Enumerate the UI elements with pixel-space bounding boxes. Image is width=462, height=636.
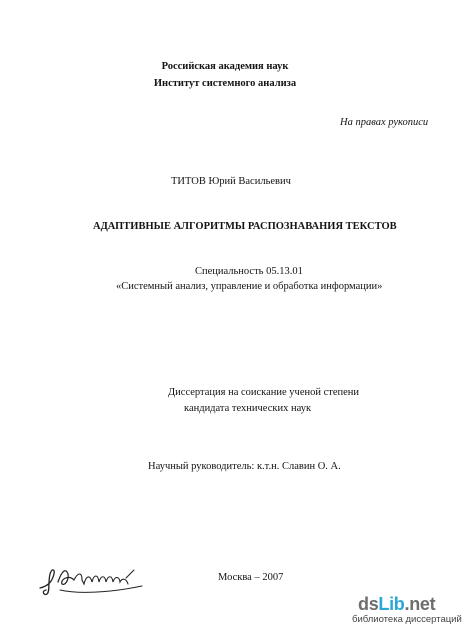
academy-name: Российская академия наук xyxy=(161,61,289,72)
rights-note: На правах рукописи xyxy=(340,117,429,128)
institute-name: Институт системного анализа xyxy=(153,78,297,89)
handwritten-signature xyxy=(38,560,168,600)
supervisor: Научный руководитель: к.т.н. Славин О. А. xyxy=(148,461,341,472)
place-year: Москва – 2007 xyxy=(218,572,284,583)
specialty-code: Специальность 05.13.01 xyxy=(195,266,303,277)
degree-line-2: кандидата технических наук xyxy=(184,403,312,414)
watermark-logo-lib: Lib xyxy=(378,594,405,614)
watermark-logo xyxy=(358,594,435,614)
specialty-name: «Системный анализ, управление и обработка информации» xyxy=(116,281,383,292)
dslib-watermark xyxy=(352,594,462,636)
watermark-subtitle: библиотека диссертаций xyxy=(352,614,462,625)
watermark-logo-ds: ds xyxy=(358,594,379,614)
watermark-logo-net: .net xyxy=(404,594,436,614)
thesis-title: АДАПТИВНЫЕ АЛГОРИТМЫ РАСПОЗНАВАНИЯ ТЕКСТОВ xyxy=(93,221,397,232)
author-name: ТИТОВ Юрий Васильевич xyxy=(171,176,291,187)
degree-line-1: Диссертация на соискание ученой степени xyxy=(168,387,360,398)
